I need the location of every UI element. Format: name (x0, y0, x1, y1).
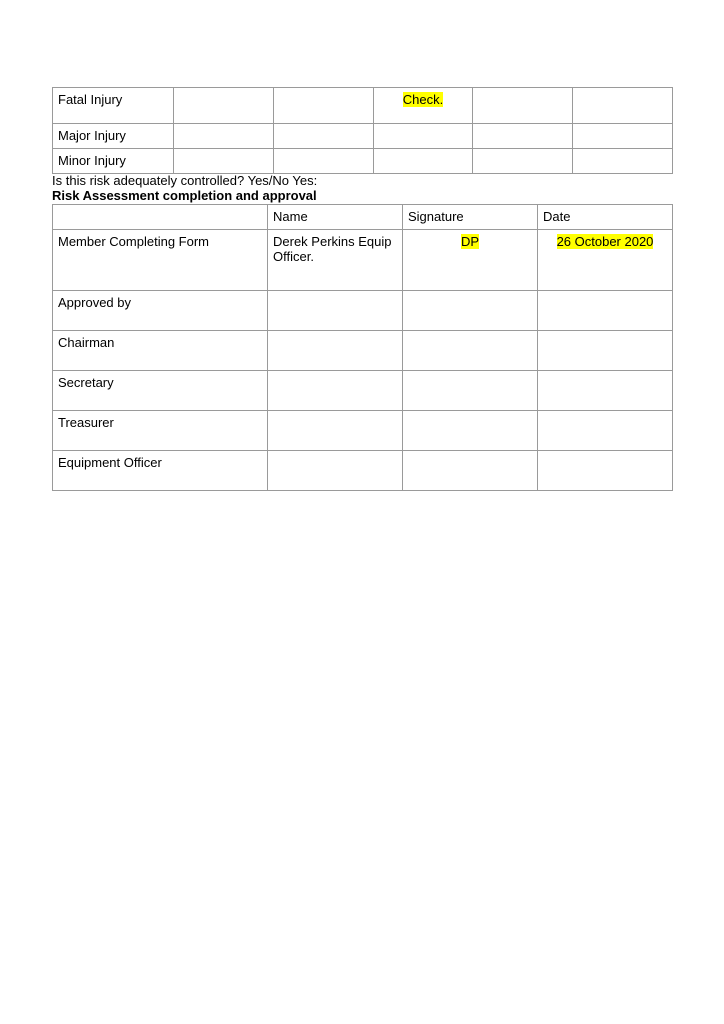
row-label-major-injury: Major Injury (53, 124, 174, 149)
table-cell (403, 371, 538, 411)
table-cell (573, 124, 673, 149)
member-name: Derek Perkins Equip Officer. (268, 230, 403, 291)
table-cell (473, 124, 573, 149)
table-cell (174, 88, 274, 124)
row-label-minor-injury: Minor Injury (53, 149, 174, 174)
table-cell (403, 451, 538, 491)
table-cell (538, 371, 673, 411)
table-cell (538, 331, 673, 371)
table-row (53, 149, 673, 174)
table-row (53, 88, 673, 124)
table-cell (403, 411, 538, 451)
table-row (53, 451, 673, 491)
row-label-secretary: Secretary (53, 371, 268, 411)
row-label-equipment-officer: Equipment Officer (53, 451, 268, 491)
table-cell (274, 124, 374, 149)
signature-cell (403, 230, 538, 291)
signature-value: DP (460, 234, 480, 249)
table-cell (174, 124, 274, 149)
header-cell-signature: Signature (403, 205, 538, 230)
header-cell-blank (53, 205, 268, 230)
table-row (53, 411, 673, 451)
table-header-row (53, 205, 673, 230)
table-cell (274, 149, 374, 174)
table-cell (473, 149, 573, 174)
table-row (53, 331, 673, 371)
header-cell-name: Name (268, 205, 403, 230)
table-row (53, 124, 673, 149)
header-cell-date: Date (538, 205, 673, 230)
table-cell (374, 124, 473, 149)
table-row (53, 291, 673, 331)
row-label-chairman: Chairman (53, 331, 268, 371)
table-cell (174, 149, 274, 174)
table-cell (473, 88, 573, 124)
table-cell (573, 88, 673, 124)
table-cell (268, 371, 403, 411)
table-cell (268, 411, 403, 451)
risk-control-question: Is this risk adequately controlled? Yes/No Yes: (52, 173, 318, 188)
table-cell (268, 331, 403, 371)
table-cell (374, 88, 473, 124)
date-cell (538, 230, 673, 291)
date-value: 26 October 2020 (556, 234, 654, 249)
approval-table (52, 204, 673, 491)
table-row (53, 230, 673, 291)
check-highlight: Check. (402, 92, 444, 107)
severity-table (52, 87, 673, 174)
row-label-treasurer: Treasurer (53, 411, 268, 451)
table-cell (538, 291, 673, 331)
table-cell (403, 291, 538, 331)
section-title: Risk Assessment completion and approval (52, 188, 317, 203)
table-cell (573, 149, 673, 174)
table-cell (374, 149, 473, 174)
row-label-fatal-injury: Fatal Injury (53, 88, 174, 124)
row-label-member-completing-form: Member Completing Form (53, 230, 268, 291)
table-cell (274, 88, 374, 124)
table-cell (268, 291, 403, 331)
table-cell (538, 451, 673, 491)
row-label-approved-by: Approved by (53, 291, 268, 331)
table-cell (403, 331, 538, 371)
table-cell (538, 411, 673, 451)
table-row (53, 371, 673, 411)
table-cell (268, 451, 403, 491)
